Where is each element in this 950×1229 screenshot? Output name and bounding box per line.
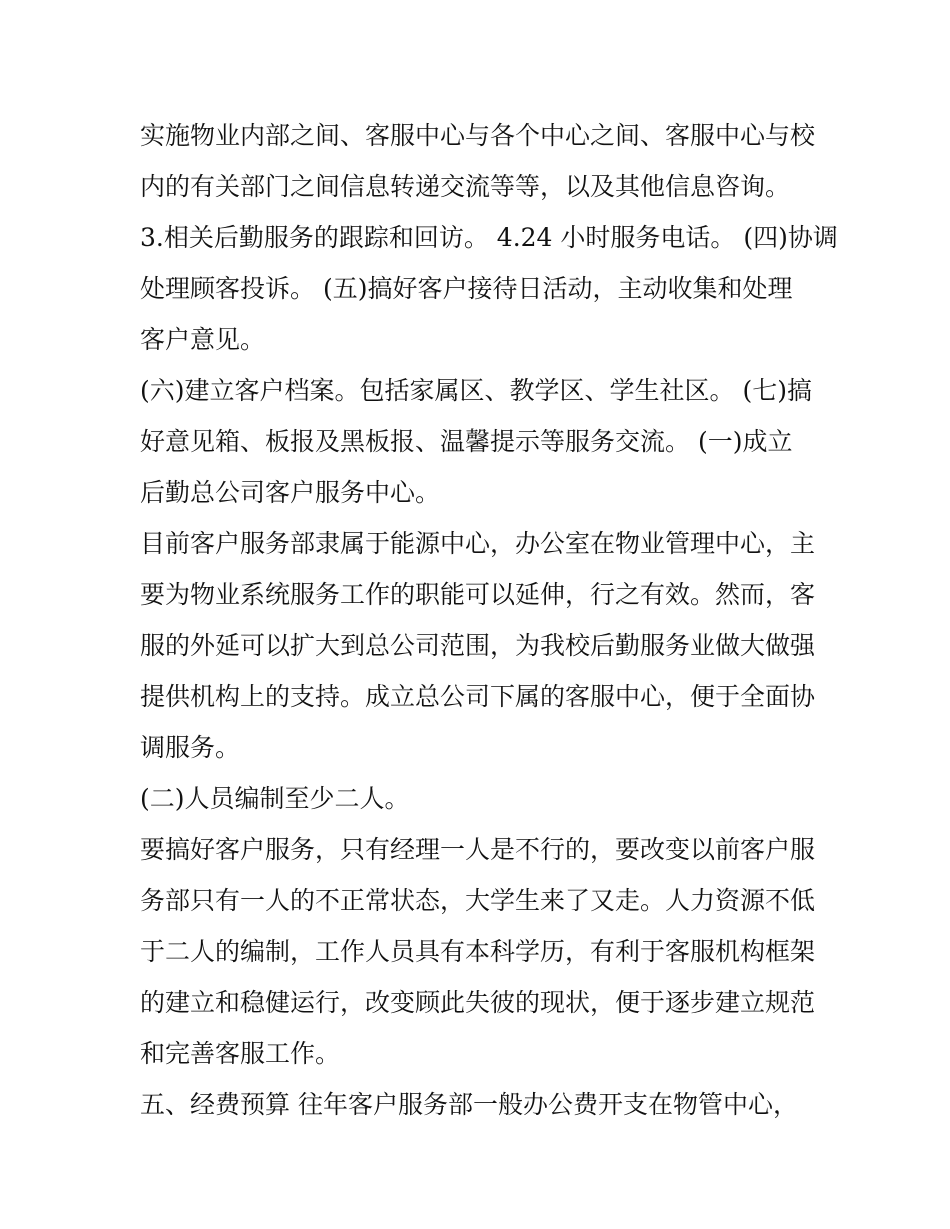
document-body — [140, 110, 838, 1130]
text-line: 内的有关部门之间信息转递交流等等，以及其他信息咨询。 — [140, 172, 791, 201]
text-line: 提供机构上的支持。成立总公司下属的客服中心，便于全面协 — [140, 682, 816, 711]
text-line: 服的外延可以扩大到总公司范围，为我校后勤服务业做大做强 — [140, 631, 816, 660]
text-line: 目前客户服务部隶属于能源中心，办公室在物业管理中心，主 — [140, 529, 816, 558]
text-line: 和完善客服工作。 — [140, 1039, 341, 1068]
text-line: 3.相关后勤服务的跟踪和回访。 4.24 小时服务电话。 (四)协调 — [140, 223, 838, 252]
text-line: 好意见箱、板报及黑板报、温馨提示等服务交流。 (一)成立 — [140, 427, 793, 456]
text-line: 于二人的编制，工作人员具有本科学历，有利于客服机构框架 — [140, 937, 816, 966]
text-line: 处理顾客投诉。 (五)搞好客户接待日活动，主动收集和处理 — [140, 274, 793, 303]
text-line: 要为物业系统服务工作的职能可以延伸，行之有效。然而，客 — [140, 580, 816, 609]
text-line: 的建立和稳健运行，改变顾此失彼的现状，便于逐步建立规范 — [140, 988, 816, 1017]
text-line: (六)建立客户档案。包括家属区、教学区、学生社区。 (七)搞 — [140, 376, 812, 405]
text-line: 客户意见。 — [140, 325, 266, 354]
text-line: 务部只有一人的不正常状态，大学生来了又走。人力资源不低 — [140, 886, 816, 915]
text-line: (二)人员编制至少二人。 — [140, 784, 410, 813]
text-line: 调服务。 — [140, 733, 241, 762]
text-line: 实施物业内部之间、客服中心与各个中心之间、客服中心与校 — [140, 121, 816, 150]
text-line: 要搞好客户服务，只有经理一人是不行的，要改变以前客户服 — [140, 835, 816, 864]
text-line: 五、经费预算 往年客户服务部一般办公费开支在物管中心， — [140, 1090, 798, 1119]
text-line: 后勤总公司客户服务中心。 — [140, 478, 441, 507]
